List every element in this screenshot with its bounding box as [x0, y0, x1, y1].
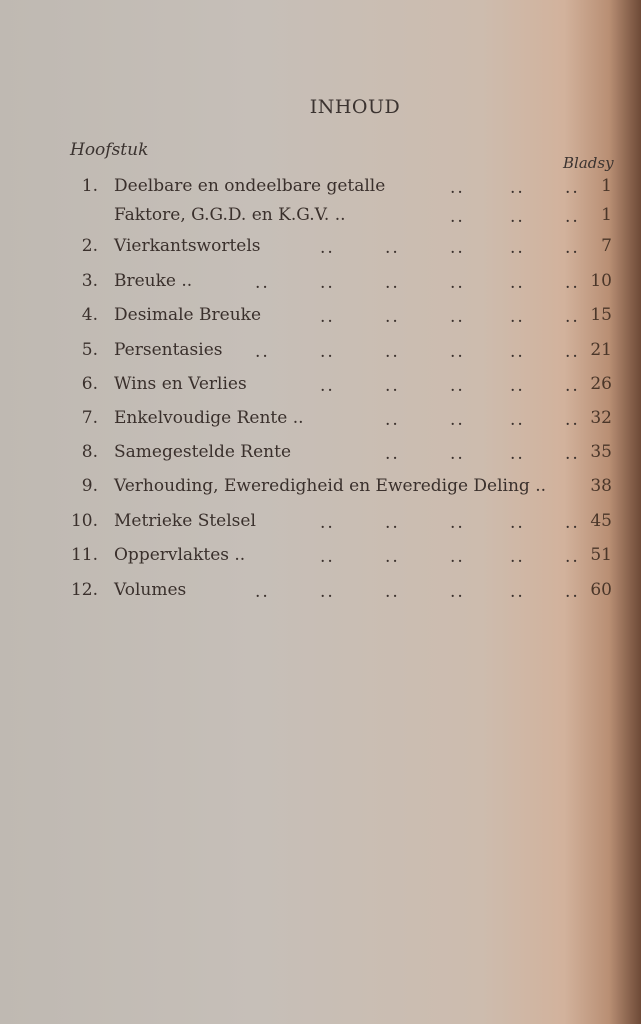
page-title: INHOUD [309, 96, 401, 118]
leader-dots: .. [320, 273, 335, 293]
leader-dots: .. [385, 513, 400, 533]
leader-dots: .. [450, 178, 465, 198]
leader-dots: .. [320, 307, 335, 327]
leader-dots: .. [450, 582, 465, 602]
toc-entry [0, 236, 641, 260]
leader-dots: .. [385, 376, 400, 396]
toc-entry [0, 374, 641, 398]
page-number: 60 [590, 580, 612, 600]
leader-dots: .. [510, 307, 525, 327]
leader-dots: .. [385, 444, 400, 464]
chapter-number: 9. [81, 476, 98, 496]
leader-dots: .. [450, 273, 465, 293]
leader-dots: .. [565, 307, 580, 327]
chapter-number: 7. [81, 408, 98, 428]
leader-dots: .. [450, 238, 465, 258]
toc-entry [0, 305, 641, 329]
leader-dots: .. [320, 547, 335, 567]
toc-entry [0, 545, 641, 569]
toc-entry [0, 271, 641, 295]
chapter-number: 10. [70, 511, 98, 531]
page-number: 35 [590, 442, 612, 462]
leader-dots: .. [320, 342, 335, 362]
chapter-title: Oppervlaktes .. [114, 545, 246, 565]
leader-dots: .. [450, 307, 465, 327]
leader-dots: .. [510, 547, 525, 567]
toc-entry [0, 511, 641, 535]
leader-dots: .. [450, 342, 465, 362]
leader-dots: .. [510, 513, 525, 533]
chapter-number: 5. [81, 340, 98, 360]
chapter-number: 3. [81, 271, 98, 291]
leader-dots: .. [510, 342, 525, 362]
chapter-title: Volumes [114, 580, 187, 600]
leader-dots: .. [510, 273, 525, 293]
leader-dots: .. [565, 513, 580, 533]
leader-dots: .. [385, 273, 400, 293]
leader-dots: .. [510, 582, 525, 602]
leader-dots: .. [450, 444, 465, 464]
leader-dots: .. [450, 376, 465, 396]
chapter-number: 6. [81, 374, 98, 394]
leader-dots: .. [565, 273, 580, 293]
chapter-title: Vierkantswortels [114, 236, 261, 256]
leader-dots: .. [450, 207, 465, 227]
leader-dots: .. [255, 273, 270, 293]
chapter-title: Deelbare en ondeelbare getalle [114, 176, 386, 196]
leader-dots: .. [385, 307, 400, 327]
leader-dots: .. [565, 376, 580, 396]
chapter-title: Samegestelde Rente [114, 442, 292, 462]
leader-dots: .. [565, 178, 580, 198]
leader-dots: .. [320, 238, 335, 258]
chapter-title: Wins en Verlies [114, 374, 247, 394]
page-column-heading: Bladsy [563, 154, 614, 172]
page-number: 7 [601, 236, 612, 256]
page-number: 38 [590, 476, 612, 496]
leader-dots: .. [565, 582, 580, 602]
leader-dots: .. [510, 444, 525, 464]
leader-dots: .. [385, 410, 400, 430]
leader-dots: .. [565, 342, 580, 362]
chapter-number: 11. [70, 545, 98, 565]
chapter-title: Faktore, G.G.D. en K.G.V. .. [114, 205, 346, 225]
page-number: 51 [590, 545, 612, 565]
leader-dots: .. [510, 207, 525, 227]
leader-dots: .. [565, 410, 580, 430]
page-number: 45 [590, 511, 612, 531]
chapter-number: 2. [81, 236, 98, 256]
leader-dots: .. [255, 582, 270, 602]
leader-dots: .. [385, 547, 400, 567]
chapter-title: Persentasies [114, 340, 223, 360]
leader-dots: .. [320, 376, 335, 396]
chapter-number: 1. [81, 176, 98, 196]
leader-dots: .. [510, 178, 525, 198]
leader-dots: .. [385, 238, 400, 258]
leader-dots: .. [510, 376, 525, 396]
leader-dots: .. [510, 410, 525, 430]
toc-entry [0, 580, 641, 604]
page-number: 1 [601, 176, 612, 196]
chapter-number: 12. [70, 580, 98, 600]
page-number: 10 [590, 271, 612, 291]
leader-dots: .. [565, 238, 580, 258]
chapter-column-heading: Hoofstuk [70, 140, 149, 160]
toc-entry [0, 176, 641, 200]
toc-entry [0, 442, 641, 466]
chapter-title: Breuke .. [114, 271, 193, 291]
leader-dots: .. [255, 342, 270, 362]
leader-dots: .. [385, 582, 400, 602]
leader-dots: .. [565, 547, 580, 567]
leader-dots: .. [450, 513, 465, 533]
leader-dots: .. [450, 547, 465, 567]
chapter-title: Enkelvoudige Rente .. [114, 408, 304, 428]
chapter-number: 4. [81, 305, 98, 325]
chapter-title: Metrieke Stelsel [114, 511, 256, 531]
page-number: 15 [590, 305, 612, 325]
toc-entry [0, 205, 641, 229]
leader-dots: .. [565, 207, 580, 227]
page-number: 32 [590, 408, 612, 428]
page-number: 1 [601, 205, 612, 225]
page-number: 26 [590, 374, 612, 394]
chapter-title: Verhouding, Eweredigheid en Eweredige Deling .. [114, 476, 547, 496]
toc-entry [0, 476, 641, 500]
chapter-title: Desimale Breuke [114, 305, 261, 325]
page-number: 21 [590, 340, 612, 360]
toc-entry [0, 408, 641, 432]
leader-dots: .. [450, 410, 465, 430]
leader-dots: .. [320, 513, 335, 533]
leader-dots: .. [320, 582, 335, 602]
leader-dots: .. [565, 444, 580, 464]
leader-dots: .. [385, 342, 400, 362]
chapter-number: 8. [81, 442, 98, 462]
toc-entry [0, 340, 641, 364]
leader-dots: .. [510, 238, 525, 258]
